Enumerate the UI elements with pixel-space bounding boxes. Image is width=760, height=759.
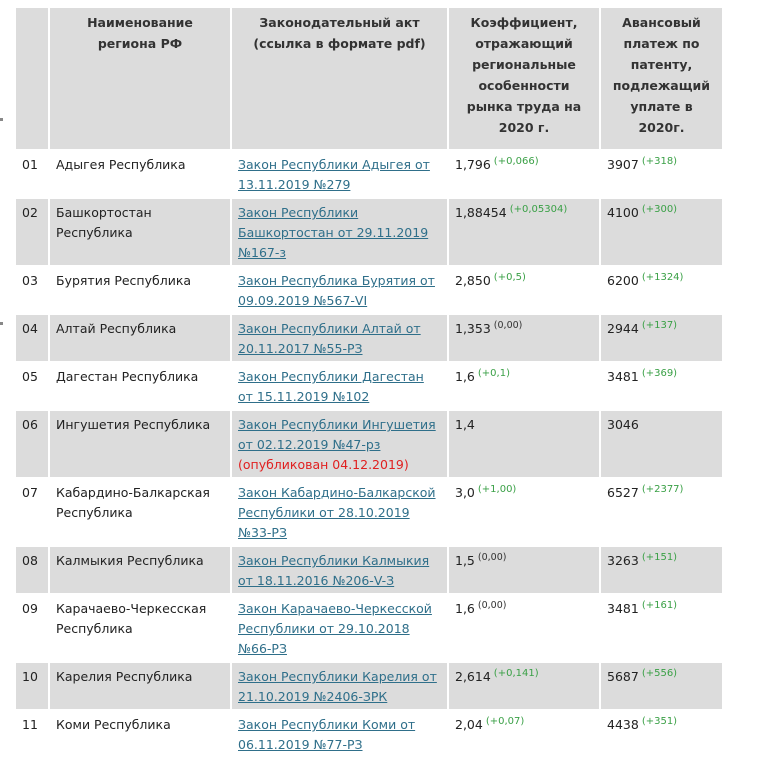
law-cell <box>232 547 447 593</box>
coefficient-change: (+0,05304) <box>509 204 568 215</box>
region-name: Кабардино-Балкарская Республика <box>50 479 230 545</box>
coefficient-cell <box>449 663 599 709</box>
law-cell <box>232 595 447 661</box>
payment-value: 5687 <box>607 669 639 684</box>
payment-cell <box>601 595 722 661</box>
payment-change: (+151) <box>641 552 678 563</box>
payment-value: 3046 <box>607 417 639 432</box>
payment-change: (+556) <box>641 668 678 679</box>
table-row <box>16 151 722 197</box>
scroll-marker <box>0 118 3 121</box>
header-number <box>16 8 48 149</box>
region-name: Алтай Республика <box>50 315 230 361</box>
row-number: 07 <box>16 479 48 545</box>
publication-note: (опубликован 04.12.2019) <box>238 457 409 472</box>
table-row <box>16 663 722 709</box>
table-row <box>16 411 722 477</box>
table-row <box>16 315 722 361</box>
law-cell <box>232 663 447 709</box>
payment-cell <box>601 711 722 757</box>
payment-value: 3481 <box>607 369 639 384</box>
coefficient-change: (+0,1) <box>477 368 510 379</box>
law-cell <box>232 711 447 757</box>
payment-change: (+300) <box>641 204 678 215</box>
law-cell <box>232 363 447 409</box>
coefficient-cell <box>449 479 599 545</box>
row-number: 04 <box>16 315 48 361</box>
payment-value: 3907 <box>607 157 639 172</box>
region-name: Калмыкия Республика <box>50 547 230 593</box>
row-number: 08 <box>16 547 48 593</box>
table-row <box>16 711 722 757</box>
row-number: 10 <box>16 663 48 709</box>
coefficient-change: (+0,141) <box>493 668 539 679</box>
law-cell <box>232 479 447 545</box>
coefficient-value: 2,04 <box>455 717 483 732</box>
scroll-marker <box>0 322 3 325</box>
coefficient-value: 1,88454 <box>455 205 507 220</box>
law-pdf-link[interactable]: Закон Республики Коми от 06.11.2019 №77-РЗ <box>238 717 416 752</box>
law-pdf-link[interactable]: Закон Республики Адыгея от 13.11.2019 №279 <box>238 157 430 192</box>
coefficient-cell <box>449 151 599 197</box>
table-row <box>16 479 722 545</box>
law-pdf-link[interactable]: Закон Республики Ингушетия от 02.12.2019 №47-рз <box>238 417 436 452</box>
table-row <box>16 363 722 409</box>
payment-value: 2944 <box>607 321 639 336</box>
row-number: 03 <box>16 267 48 313</box>
header-payment: Авансовый платеж по патенту, подлежащий уплате в 2020г. <box>601 8 722 149</box>
law-pdf-link[interactable]: Закон Республики Алтай от 20.11.2017 №55-РЗ <box>238 321 421 356</box>
payment-change: (+1324) <box>641 272 684 283</box>
coefficient-cell <box>449 267 599 313</box>
payment-change: (+318) <box>641 156 678 167</box>
row-number: 06 <box>16 411 48 477</box>
table-row <box>16 199 722 265</box>
payment-value: 6200 <box>607 273 639 288</box>
payment-cell <box>601 315 722 361</box>
region-name: Адыгея Республика <box>50 151 230 197</box>
coefficient-value: 1,6 <box>455 601 475 616</box>
law-pdf-link[interactable]: Закон Кабардино-Балкарской Республики от 28.10.2019 №33-РЗ <box>238 485 436 540</box>
region-name: Бурятия Республика <box>50 267 230 313</box>
region-name: Ингушетия Республика <box>50 411 230 477</box>
law-pdf-link[interactable]: Закон Карачаево-Черкесской Республики от 29.10.2018 №66-РЗ <box>238 601 432 656</box>
law-pdf-link[interactable]: Закон Республики Калмыкия от 18.11.2016 №206-V-З <box>238 553 430 588</box>
patent-payments-table <box>14 6 724 759</box>
coefficient-change: (0,00) <box>493 320 523 331</box>
coefficient-change: (+0,07) <box>485 716 525 727</box>
payment-cell <box>601 411 722 477</box>
coefficient-value: 1,5 <box>455 553 475 568</box>
payment-value: 4438 <box>607 717 639 732</box>
region-name: Карачаево-Черкесская Республика <box>50 595 230 661</box>
coefficient-value: 1,796 <box>455 157 491 172</box>
payment-value: 4100 <box>607 205 639 220</box>
payment-cell <box>601 267 722 313</box>
table-header-row <box>16 8 722 149</box>
law-cell <box>232 315 447 361</box>
law-pdf-link[interactable]: Закон Республики Дагестан от 15.11.2019 №102 <box>238 369 424 404</box>
payment-cell <box>601 363 722 409</box>
region-name: Карелия Республика <box>50 663 230 709</box>
row-number: 02 <box>16 199 48 265</box>
table-row <box>16 595 722 661</box>
region-name: Коми Республика <box>50 711 230 757</box>
coefficient-cell <box>449 411 599 477</box>
row-number: 11 <box>16 711 48 757</box>
coefficient-value: 2,850 <box>455 273 491 288</box>
coefficient-cell <box>449 711 599 757</box>
coefficient-change: (+1,00) <box>477 484 517 495</box>
coefficient-cell <box>449 199 599 265</box>
payment-change: (+2377) <box>641 484 684 495</box>
coefficient-cell <box>449 547 599 593</box>
coefficient-change: (0,00) <box>477 600 507 611</box>
coefficient-value: 1,6 <box>455 369 475 384</box>
law-pdf-link[interactable]: Закон Республика Бурятия от 09.09.2019 №567-VI <box>238 273 435 308</box>
coefficient-change: (+0,066) <box>493 156 539 167</box>
law-pdf-link[interactable]: Закон Республики Башкортостан от 29.11.2019 №167-з <box>238 205 429 260</box>
payment-change: (+161) <box>641 600 678 611</box>
payment-change: (+137) <box>641 320 678 331</box>
table-row <box>16 547 722 593</box>
row-number: 09 <box>16 595 48 661</box>
payment-change: (+369) <box>641 368 678 379</box>
header-law: Законодательный акт (ссылка в формате pdf) <box>232 8 447 149</box>
coefficient-value: 1,353 <box>455 321 491 336</box>
table-row <box>16 267 722 313</box>
row-number: 01 <box>16 151 48 197</box>
payment-cell <box>601 151 722 197</box>
payment-value: 6527 <box>607 485 639 500</box>
law-cell <box>232 199 447 265</box>
payment-change: (+351) <box>641 716 678 727</box>
coefficient-change: (0,00) <box>477 552 507 563</box>
law-cell <box>232 411 447 477</box>
coefficient-value: 3,0 <box>455 485 475 500</box>
coefficient-cell <box>449 363 599 409</box>
payment-value: 3263 <box>607 553 639 568</box>
payment-cell <box>601 663 722 709</box>
law-pdf-link[interactable]: Закон Республики Карелия от 21.10.2019 №2406-ЗРК <box>238 669 437 704</box>
payment-cell <box>601 547 722 593</box>
header-region: Наименование региона РФ <box>50 8 230 149</box>
row-number: 05 <box>16 363 48 409</box>
coefficient-cell <box>449 595 599 661</box>
coefficient-cell <box>449 315 599 361</box>
payment-value: 3481 <box>607 601 639 616</box>
law-cell <box>232 267 447 313</box>
payment-cell <box>601 199 722 265</box>
coefficient-change: (+0,5) <box>493 272 526 283</box>
coefficient-value: 2,614 <box>455 669 491 684</box>
header-coefficient: Коэффициент, отражающий региональные особенности рынка труда на 2020 г. <box>449 8 599 149</box>
coefficient-value: 1,4 <box>455 417 475 432</box>
region-name: Дагестан Республика <box>50 363 230 409</box>
law-cell <box>232 151 447 197</box>
region-name: Башкортостан Республика <box>50 199 230 265</box>
payment-cell <box>601 479 722 545</box>
